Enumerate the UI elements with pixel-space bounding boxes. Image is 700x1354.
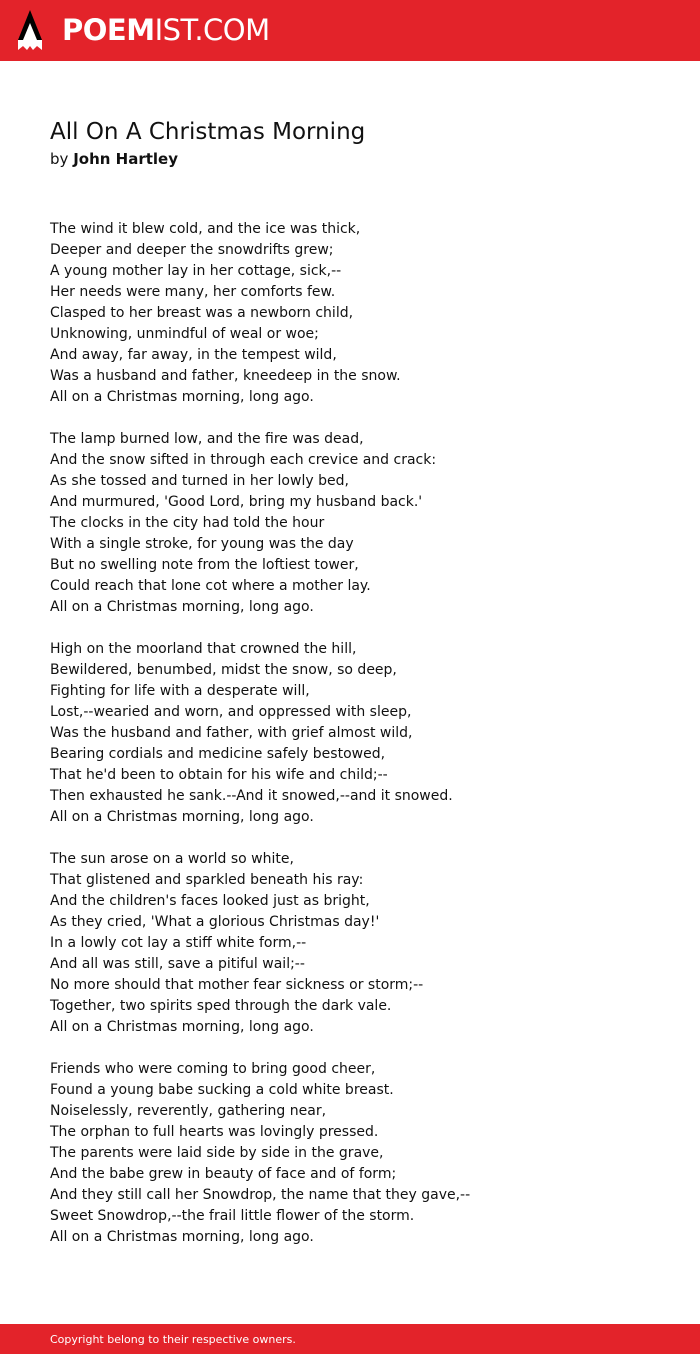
logo-bold-text: POEM [62,13,155,47]
poem-line: Noiselessly, reverently, gathering near, [50,1103,327,1119]
poem-line: Bewildered, benumbed, midst the snow, so deep, [50,662,397,678]
poem-line: And away, far away, in the tempest wild, [50,347,337,363]
poem-line: The sun arose on a world so white, [50,851,294,867]
by-label: by [50,150,69,168]
poem-line: Could reach that lone cot where a mother lay. [50,578,371,594]
poem-line: Then exhausted he sank.--And it snowed,--and it snowed. [50,788,453,804]
poem-line: All on a Christmas morning, long ago. [50,1229,314,1245]
poem-line: Sweet Snowdrop,--the frail little flower of the storm. [50,1208,415,1224]
poem-line: Was the husband and father, with grief almost wild, [50,725,413,741]
poem-line: All on a Christmas morning, long ago. [50,1019,314,1035]
poem-line: And they still call her Snowdrop, the name that they gave,-- [50,1187,471,1203]
poem-line: And the snow sifted in through each crevice and crack: [50,452,437,468]
poem-line: As they cried, 'What a glorious Christmas day!' [50,914,380,930]
poem-line: No more should that mother fear sickness or storm;-- [50,977,424,993]
pencil-tip-icon [17,9,43,51]
poem-line: Fighting for life with a desperate will, [50,683,310,699]
stanza [50,1059,670,1248]
poem-line: That glistened and sparkled beneath his ray: [50,872,364,888]
poem-body [50,219,670,1269]
poem-line: Deeper and deeper the snowdrifts grew; [50,242,334,258]
poem-line: Friends who were coming to bring good cheer, [50,1061,376,1077]
poem-line: Her needs were many, her comforts few. [50,284,336,300]
poem-line: And all was still, save a pitiful wail;-- [50,956,305,972]
poem-line: Bearing cordials and medicine safely bestowed, [50,746,386,762]
poem-line: The lamp burned low, and the fire was dead, [50,431,364,447]
poem-line: Clasped to her breast was a newborn child, [50,305,354,321]
poem-line: The parents were laid side by side in the grave, [50,1145,384,1161]
poem-line: All on a Christmas morning, long ago. [50,809,314,825]
stanza [50,639,670,828]
poem-line: Was a husband and father, kneedeep in the snow. [50,368,401,384]
poem-line: As she tossed and turned in her lowly bed, [50,473,349,489]
poem-line: Unknowing, unmindful of weal or woe; [50,326,319,342]
poem-line: In a lowly cot lay a stiff white form,-- [50,935,307,951]
poem-line: The orphan to full hearts was lovingly pressed. [50,1124,379,1140]
poem-line: The wind it blew cold, and the ice was thick, [50,221,361,237]
stanza [50,849,670,1038]
poem-line: And murmured, 'Good Lord, bring my husband back.' [50,494,423,510]
poem-line: And the children's faces looked just as bright, [50,893,370,909]
poem-line: With a single stroke, for young was the day [50,536,354,552]
poem-line: High on the moorland that crowned the hill, [50,641,357,657]
poem-line: All on a Christmas morning, long ago. [50,599,314,615]
site-header [0,0,700,61]
poem-line: That he'd been to obtain for his wife and child;-- [50,767,388,783]
site-footer [0,1324,700,1354]
poem-line: Found a young babe sucking a cold white breast. [50,1082,394,1098]
copyright-notice: Copyright belong to their respective owners. [50,1333,296,1346]
poem-line: All on a Christmas morning, long ago. [50,389,314,405]
author-name: John Hartley [73,150,178,168]
poem-title: All On A Christmas Morning [50,119,366,145]
poem-line: And the babe grew in beauty of face and of form; [50,1166,397,1182]
stanza [50,219,670,408]
site-logo[interactable] [62,12,270,48]
logo-light-text: IST.COM [154,13,270,47]
poem-line: But no swelling note from the loftiest tower, [50,557,359,573]
byline [50,148,178,170]
poem-line: Lost,--wearied and worn, and oppressed with sleep, [50,704,412,720]
poem-line: The clocks in the city had told the hour [50,515,325,531]
poem-line: A young mother lay in her cottage, sick,-- [50,263,342,279]
poem-line: Together, two spirits sped through the dark vale. [50,998,392,1014]
stanza [50,429,670,618]
